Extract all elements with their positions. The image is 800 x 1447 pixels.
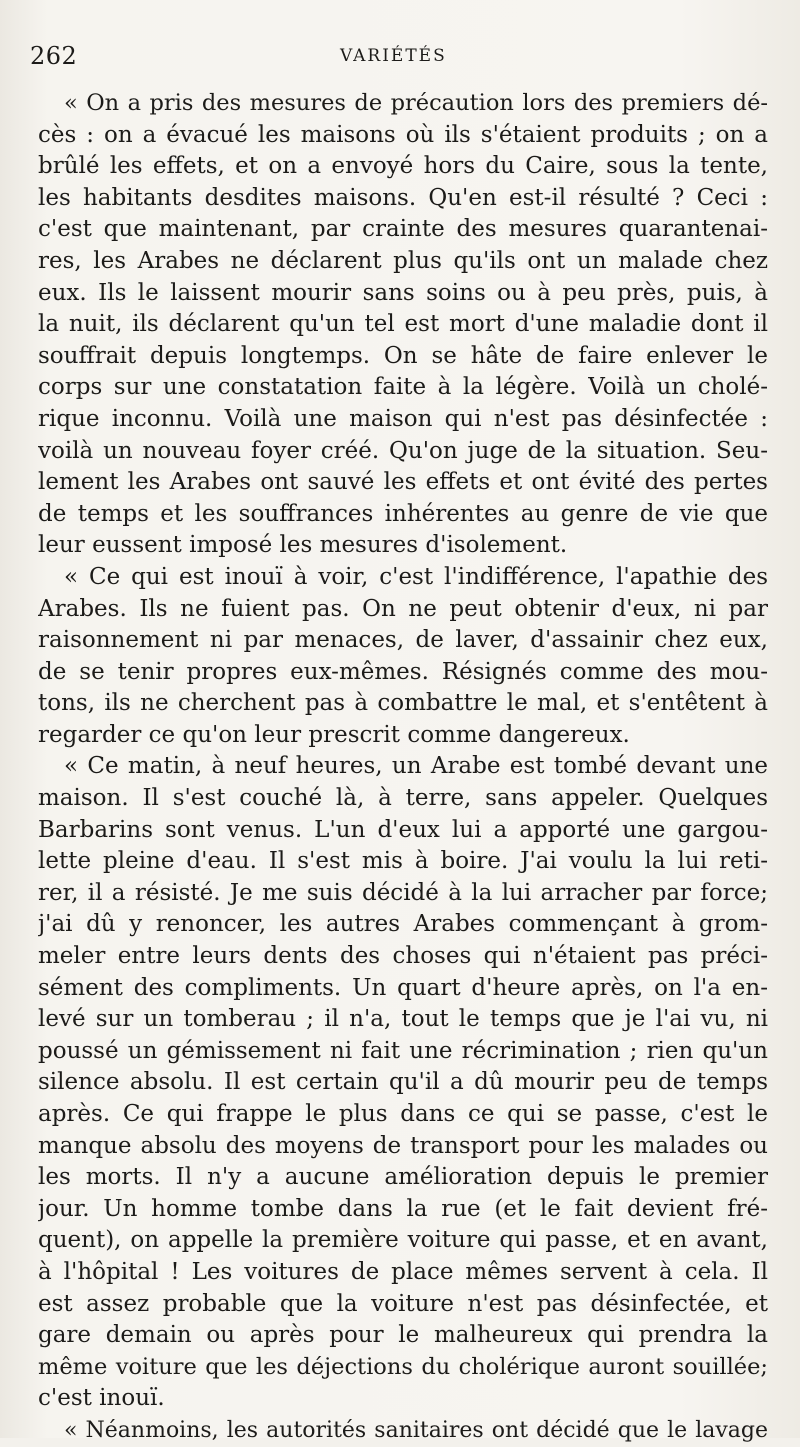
text-line: quent), on appelle la première voiture qui passe, et en avant, <box>38 1227 768 1254</box>
text-line: sément des compliments. Un quart d'heure après, on l'a en- <box>38 974 768 1001</box>
text-line: Barbarins sont venus. L'un d'eux lui a apporté une gargou- <box>38 816 768 843</box>
text-line: voilà un nouveau foyer créé. Qu'on juge de la situation. Seu- <box>38 437 768 464</box>
text-line: rique inconnu. Voilà une maison qui n'est pas désinfectée : <box>38 405 768 432</box>
page-header <box>30 38 770 78</box>
text-line: jour. Un homme tombe dans la rue (et le fait devient fré- <box>38 1195 768 1222</box>
text-line: cès : on a évacué les maisons où ils s'étaient produits ; on a <box>38 121 768 148</box>
text-line: après. Ce qui frappe le plus dans ce qui se passe, c'est le <box>38 1101 768 1127</box>
text-line: c'est inouï. <box>38 1385 165 1412</box>
text-line: silence absolu. Il est certain qu'il a dû mourir peu de temps <box>38 1069 768 1096</box>
text-line: corps sur une constatation faite à la légère. Voilà un cholé- <box>38 374 768 401</box>
text-line: « On a pris des mesures de précaution lors des premiers dé- <box>64 90 768 116</box>
text-line: de se tenir propres eux-mêmes. Résignés comme des mou- <box>38 658 768 685</box>
text-line: de temps et les souffrances inhérentes au genre de vie que <box>38 500 768 527</box>
text-line: « Ce matin, à neuf heures, un Arabe est tombé devant une <box>64 753 768 780</box>
text-line: à l'hôpital ! Les voitures de place mêmes servent à cela. Il <box>38 1258 768 1285</box>
text-line: lette pleine d'eau. Il s'est mis à boire. J'ai voulu la lui reti- <box>38 848 768 875</box>
text-line: levé sur un tomberau ; il n'a, tout le temps que je l'ai vu, ni <box>38 1006 768 1033</box>
text-line: leur eussent imposé les mesures d'isolement. <box>38 532 568 559</box>
text-line: maison. Il s'est couché là, à terre, sans appeler. Quelques <box>38 785 768 812</box>
body-text <box>38 88 768 1447</box>
text-line: gare demain ou après pour le malheureux qui prendra la <box>38 1322 768 1349</box>
page-number: 262 <box>30 42 78 70</box>
text-line: regarder ce qu'on leur prescrit comme dangereux. <box>38 721 630 748</box>
text-line: « Ce qui est inouï à voir, c'est l'indifférence, l'apathie des <box>64 563 768 590</box>
text-line: est assez probable que la voiture n'est pas désinfectée, et <box>38 1290 768 1317</box>
text-line: Arabes. Ils ne fuient pas. On ne peut obtenir d'eux, ni par <box>38 595 768 622</box>
text-line: j'ai dû y renoncer, les autres Arabes commençant à grom- <box>38 911 768 938</box>
text-line: raisonnement ni par menaces, de laver, d'assainir chez eux, <box>38 627 768 654</box>
text-line: lement les Arabes ont sauvé les effets et ont évité des pertes <box>38 469 768 496</box>
text-line: tons, ils ne cherchent pas à combattre le mal, et s'entêtent à <box>38 690 768 717</box>
text-line: c'est que maintenant, par crainte des mesures quarantenai- <box>38 216 768 243</box>
text-line: même voiture que les déjections du cholérique auront souillée; <box>38 1353 768 1380</box>
text-line: eux. Ils le laissent mourir sans soins ou à peu près, puis, à <box>38 279 768 306</box>
text-line: meler entre leurs dents des choses qui n'étaient pas préci- <box>38 943 768 970</box>
text-line: poussé un gémissement ni fait une récrimination ; rien qu'un <box>38 1037 768 1064</box>
text-line: les habitants desdites maisons. Qu'en est-il résulté ? Ceci : <box>38 184 768 211</box>
running-head: VARIÉTÉS <box>340 46 447 66</box>
text-line: manque absolu des moyens de transport pour les malades ou <box>38 1132 768 1159</box>
text-line: « Néanmoins, les autorités sanitaires ont décidé que le lavage <box>64 1417 768 1443</box>
text-line: brûlé les effets, et on a envoyé hors du Caire, sous la tente, <box>38 153 768 180</box>
text-line: les morts. Il n'y a aucune amélioration depuis le premier <box>38 1164 768 1191</box>
text-line: rer, il a résisté. Je me suis décidé à la lui arracher par force; <box>38 879 768 906</box>
text-line: res, les Arabes ne déclarent plus qu'ils ont un malade chez <box>38 247 768 274</box>
text-line: souffrait depuis longtemps. On se hâte de faire enlever le <box>38 342 768 369</box>
text-line: la nuit, ils déclarent qu'un tel est mort d'une maladie dont il <box>38 311 768 338</box>
